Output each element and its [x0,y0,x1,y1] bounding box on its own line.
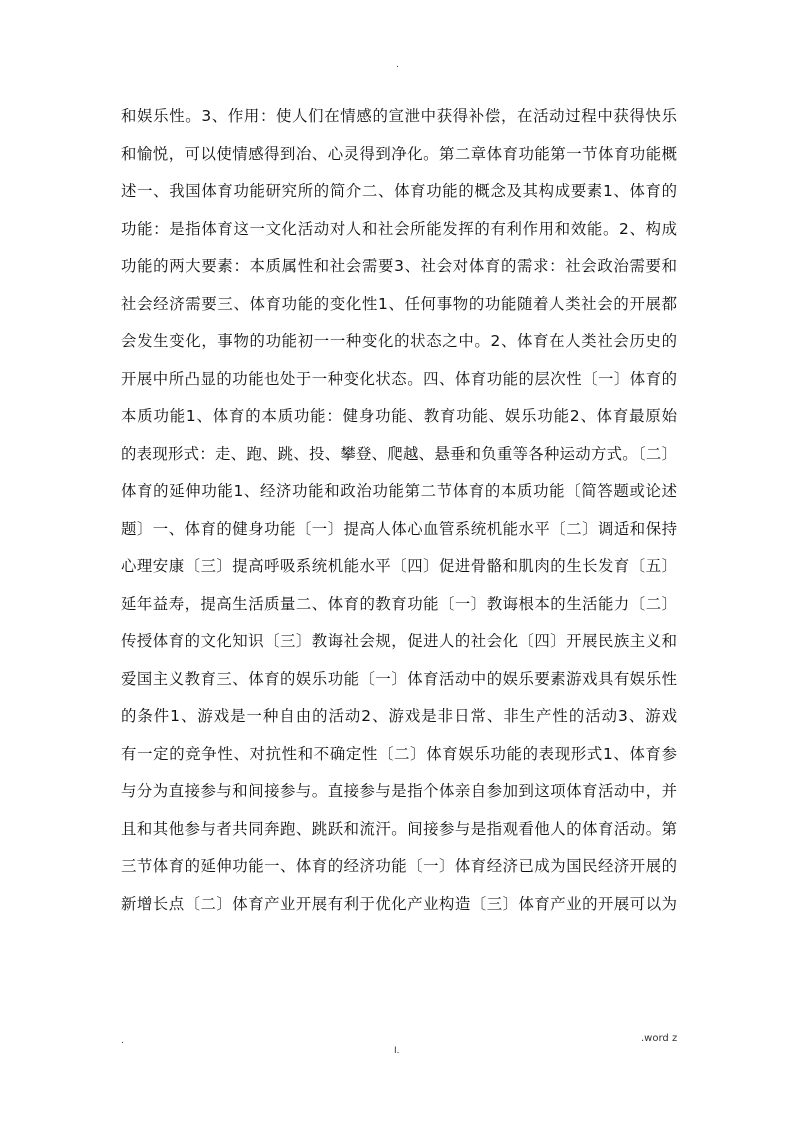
text-line: 述一、我国体育功能研究所的简介二、体育功能的概念及其构成要素1、体育的 [121,182,677,200]
text-line: 本质功能1、体育的本质功能：健身功能、教育功能、娱乐功能2、体育最原始 [121,407,677,425]
text-line: 体育的延伸功能1、经济功能和政治功能第二节体育的本质功能〔简答题或论述 [121,482,677,500]
text-line: 新增长点〔二〕体育产业开展有利于优化产业构造〔三〕体育产业的开展可以为 [121,894,677,913]
page-number: I. [394,1046,400,1056]
text-line: 的条件1、游戏是一种自由的活动2、游戏是非日常、非生产性的活动3、游戏 [121,707,677,725]
text-line: 三节体育的延伸功能一、体育的经济功能〔一〕体育经济已成为国民经济开展的 [121,857,677,875]
text-line: 开展中所凸显的功能也处于一种变化状态。四、体育功能的层次性〔一〕体育的 [121,369,677,388]
text-line: 传授体育的文化知识〔三〕教诲社会规，促进人的社会化〔四〕开展民族主义和 [121,632,677,650]
text-line: 会发生变化，事物的功能初一一种变化的状态之中。2、体育在人类社会历史的 [121,332,677,350]
text-line: 心理安康〔三〕提高呼吸系统机能水平〔四〕促进骨骼和肌肉的生长发育〔五〕 [121,557,677,575]
text-line: 题〕一、体育的健身功能〔一〕提高人体心血管系统机能水平〔二〕调适和保持 [121,519,677,538]
text-line: 和娱乐性。3、作用：使人们在情感的宣泄中获得补偿，在活动过程中获得快乐 [121,107,677,125]
footer-left-mark: . [121,1036,124,1046]
text-line: 功能的两大要素：本质属性和社会需要3、社会对体育的需求：社会政治需要和 [121,257,677,275]
document-body [121,103,677,928]
text-line: 有一定的竞争性、对抗性和不确定性〔二〕体育娱乐功能的表现形式1、体育参 [121,744,677,763]
text-line: 爱国主义教育三、体育的娱乐功能〔一〕体育活动中的娱乐要素游戏具有娱乐性 [121,669,677,688]
header-mark: . [396,60,399,70]
text-line: 和愉悦，可以使情感得到冶、心灵得到净化。第二章体育功能第一节体育功能概 [121,144,677,163]
text-line: 且和其他参与者共同奔跑、跳跃和流汗。间接参与是指观看他人的体育活动。第 [121,819,677,838]
text-line: 与分为直接参与和间接参与。直接参与是指个体亲自参加到这项体育活动中，并 [121,782,677,800]
text-line: 社会经济需要三、体育功能的变化性1、任何事物的功能随着人类社会的开展都 [121,294,677,313]
text-line: 的表现形式：走、跑、跳、投、攀登、爬越、悬垂和负重等各种运动方式。〔二〕 [121,444,677,463]
footer-word-label: .word z [641,1033,678,1044]
text-line: 延年益寿，提高生活质量二、体育的教育功能〔一〕教诲根本的生活能力〔二〕 [121,594,677,613]
text-line: 功能：是指体育这一文化活动对人和社会所能发挥的有利作用和效能。2、构成 [121,219,677,238]
